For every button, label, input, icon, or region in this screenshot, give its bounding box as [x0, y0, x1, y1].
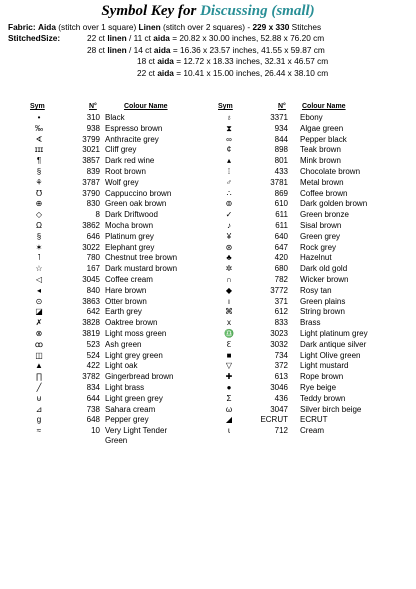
stitch-symbol: ◁ — [35, 275, 43, 284]
stitch-symbol: ♎ — [224, 329, 234, 338]
colour-name: Light brass — [105, 383, 145, 392]
colour-name: Rye beige — [300, 383, 337, 392]
colour-name: Sahara cream — [105, 404, 156, 414]
stitch-symbol: ‰ — [35, 123, 43, 133]
stitch-symbol: ¢ — [226, 145, 232, 155]
colour-name: Pepper black — [300, 134, 347, 144]
thread-number: 612 — [274, 307, 288, 317]
stitch-symbol: ∏ — [35, 372, 43, 382]
size-b1: linen — [107, 44, 127, 55]
fabric-label: Fabric: — [8, 22, 36, 32]
table-row — [0, 382, 416, 393]
stitch-symbol: ⁞ — [227, 167, 231, 176]
colour-name: Teak brown — [300, 145, 341, 155]
colour-name: Brass — [300, 318, 321, 328]
colour-name: Dark red wine — [105, 156, 155, 166]
table-row — [0, 306, 416, 317]
stitch-symbol: ɪɪɪ — [34, 145, 44, 155]
table-row — [0, 404, 416, 415]
colour-name: Anthracite grey — [105, 134, 159, 144]
fabric-line — [8, 22, 321, 32]
thread-number: 3787 — [82, 177, 100, 187]
colour-name: Green bronze — [300, 210, 349, 220]
table-row — [0, 155, 416, 166]
stitch-symbol: ⊛ — [225, 242, 233, 252]
colour-name-continued: Green — [105, 436, 128, 446]
stitch-symbol: ◆ — [225, 285, 233, 295]
thread-number: 3782 — [82, 372, 100, 382]
thread-number: 640 — [274, 231, 288, 241]
stitch-symbol: ∞ — [226, 134, 232, 144]
thread-number: 3790 — [82, 188, 100, 198]
stitch-symbol: ⊍ — [36, 393, 42, 403]
stitch-symbol: ⊙ — [35, 296, 43, 306]
size-mid: 18 ct — [137, 56, 155, 66]
table-row — [0, 188, 416, 199]
table-row — [0, 360, 416, 371]
thread-number: 3371 — [270, 113, 288, 122]
colour-name: Mink brown — [300, 156, 341, 166]
colour-name: Light grey green — [105, 350, 163, 360]
stitch-symbol: ✗ — [35, 318, 43, 328]
thread-number: 167 — [86, 264, 100, 274]
colour-name: Metal brown — [300, 177, 344, 187]
thread-number: 3022 — [82, 242, 100, 252]
thread-number: 3045 — [82, 275, 100, 284]
stitched-size-label: StitchedSize: — [8, 33, 61, 43]
size-mid: 22 ct — [137, 67, 155, 78]
thread-number: 610 — [274, 199, 288, 209]
size-b2: aida — [157, 56, 174, 66]
thread-number: 644 — [86, 393, 100, 403]
stitch-symbol: ⊚ — [225, 199, 233, 209]
table-row — [0, 274, 416, 285]
thread-number: 3819 — [82, 329, 100, 338]
colour-name: Root brown — [105, 167, 146, 176]
thread-number: 646 — [86, 231, 100, 241]
table-row — [0, 285, 416, 296]
stitch-symbol: ● — [226, 383, 232, 392]
table-row — [0, 328, 416, 339]
header-sym-left: Sym — [30, 103, 45, 110]
thread-number: 869 — [274, 188, 288, 198]
stitch-symbol: ♁ — [226, 113, 232, 122]
colour-name: Silver birch beige — [300, 404, 362, 414]
colour-name: Dark mustard brown — [105, 264, 178, 274]
thread-number: 830 — [86, 199, 100, 209]
colour-name: Chestnut tree brown — [105, 253, 178, 263]
thread-number: 3799 — [82, 134, 100, 144]
colour-name: Oaktree brown — [105, 318, 158, 328]
colour-name: Green plains — [300, 296, 346, 306]
colour-name: Chocolate brown — [300, 167, 361, 176]
stitch-symbol: ■ — [226, 350, 232, 360]
colour-name: Dark old gold — [300, 264, 348, 274]
stitch-symbol: x — [227, 318, 231, 328]
thread-number: 642 — [86, 307, 100, 317]
thread-number: 371 — [274, 296, 288, 306]
size-b2: aida — [153, 33, 170, 43]
thread-number: 839 — [86, 167, 100, 176]
size-b1: linen — [107, 33, 127, 43]
thread-number: 648 — [86, 415, 100, 425]
table-row — [0, 252, 416, 263]
table-row — [0, 393, 416, 404]
stitch-symbol: ✓ — [225, 210, 233, 220]
thread-number: 524 — [86, 350, 100, 360]
thread-number: 3046 — [270, 383, 288, 392]
colour-name: Wolf grey — [105, 177, 139, 187]
stitch-symbol: ╱ — [36, 383, 42, 392]
colour-name: Light moss green — [105, 329, 167, 338]
colour-name: Coffee brown — [300, 188, 348, 198]
stitch-symbol: ⌘ — [225, 307, 233, 317]
thread-number: 738 — [86, 404, 100, 414]
thread-number: 934 — [274, 123, 288, 133]
stitch-symbol: ꝏ — [34, 339, 44, 349]
stitched-size-line — [87, 45, 325, 55]
fabric-aida: Aida — [37, 22, 56, 32]
thread-number: 523 — [86, 339, 100, 349]
stitch-symbol: ✶ — [35, 242, 43, 252]
thread-number: 782 — [274, 275, 288, 284]
stitch-count: 229 x 330 — [252, 22, 290, 32]
thread-number: 10 — [91, 426, 100, 436]
size-rest: = 12.72 x 18.33 inches, 32.31 x 46.57 cm — [176, 56, 329, 66]
colour-name: Rope brown — [300, 372, 344, 382]
colour-name: Algae green — [300, 123, 344, 133]
thread-number: 8 — [95, 210, 100, 220]
stitch-symbol: ⊕ — [35, 199, 43, 209]
size-rest: = 10.41 x 15.00 inches, 26.44 x 38.10 cm — [176, 67, 329, 78]
thread-number: 420 — [274, 253, 288, 263]
colour-name: Cream — [300, 426, 325, 436]
stitched-size-line — [137, 56, 328, 66]
stitch-symbol: ω — [225, 404, 233, 414]
table-row — [0, 296, 416, 307]
colour-name: Espresso brown — [105, 123, 163, 133]
stitched-size-line — [137, 68, 328, 78]
thread-number: 3023 — [270, 329, 288, 338]
stitched-size-line — [87, 33, 324, 43]
stitch-symbol: g — [36, 415, 42, 425]
stitch-symbol: ⧗ — [226, 123, 232, 133]
page-title — [0, 3, 416, 20]
stitch-symbol: § — [36, 167, 42, 176]
size-b2: aida — [157, 67, 174, 78]
thread-number: 310 — [86, 113, 100, 122]
size-pre: 28 ct — [87, 44, 105, 55]
size-b2: aida — [153, 44, 171, 55]
colour-name: Light green grey — [105, 393, 163, 403]
table-row — [0, 339, 416, 350]
thread-number: 3032 — [270, 339, 288, 349]
colour-name: Black — [105, 113, 125, 122]
stitch-symbol: ▴ — [226, 156, 231, 166]
stitch-symbol: Σ — [226, 393, 232, 403]
table-row — [0, 371, 416, 382]
table-row — [0, 317, 416, 328]
table-row — [0, 220, 416, 231]
colour-name: Green grey — [300, 231, 341, 241]
stitch-symbol: ◢ — [225, 415, 233, 425]
colour-name: String brown — [300, 307, 345, 317]
stitch-symbol: ◫ — [35, 350, 43, 360]
stitch-symbol: ♪ — [227, 221, 231, 230]
thread-number: 647 — [274, 242, 288, 252]
thread-number: 611 — [275, 221, 288, 230]
stitch-symbol: Ω — [36, 221, 42, 230]
stitch-symbol: ◪ — [35, 307, 43, 317]
thread-number: 372 — [274, 361, 288, 371]
colour-name: Earth grey — [105, 307, 142, 317]
colour-name: Coffee cream — [105, 275, 153, 284]
stitch-symbol: ⊿ — [35, 404, 43, 414]
table-row — [0, 350, 416, 361]
size-mid: / 11 ct — [129, 33, 151, 43]
stitch-symbol: ▲ — [35, 361, 43, 371]
stitch-symbol: ı — [227, 296, 231, 306]
thread-number: 433 — [274, 167, 288, 176]
colour-name: Sisal brown — [300, 221, 342, 230]
colour-name: Dark Driftwood — [105, 210, 158, 220]
table-row — [0, 425, 416, 436]
size-mid: / 14 ct — [129, 44, 152, 55]
stitch-symbol: ☆ — [35, 264, 43, 274]
title-main: Symbol Key for — [101, 3, 197, 19]
thread-number: 734 — [274, 350, 288, 360]
header-sym-right: Sym — [218, 103, 233, 110]
colour-name: Light oak — [105, 361, 138, 371]
thread-number: 3772 — [270, 285, 288, 295]
stitch-symbol: ∴ — [226, 188, 232, 198]
stitch-symbol: • — [37, 113, 41, 122]
stitch-symbol: ɩ — [228, 426, 230, 436]
stitch-symbol: ♣ — [226, 253, 232, 263]
colour-name: Cappuccino brown — [105, 188, 172, 198]
stitch-symbol: ♂ — [226, 177, 232, 187]
table-row — [0, 414, 416, 425]
stitch-symbol: ˥ — [37, 253, 41, 263]
stitch-symbol: ¥ — [226, 231, 232, 241]
table-row — [0, 177, 416, 188]
thread-number: 833 — [274, 318, 288, 328]
colour-name: Hare brown — [105, 285, 147, 295]
colour-name: Gingerbread brown — [105, 372, 174, 382]
stitch-symbol: ◂ — [36, 285, 41, 295]
colour-name: Hazelnut — [300, 253, 332, 263]
stitch-symbol: ⚘ — [35, 177, 43, 187]
colour-name: Dark antique silver — [300, 339, 367, 349]
thread-number: 938 — [86, 123, 100, 133]
size-rest: = 16.36 x 23.57 inches, 41.55 x 59.87 cm — [172, 44, 325, 55]
stitch-symbol: ✲ — [225, 264, 233, 274]
stitch-symbol: ∩ — [226, 275, 232, 284]
thread-number: 834 — [86, 383, 100, 392]
thread-number: 3781 — [270, 177, 288, 187]
fabric-linen-note: (stitch over 2 squares) - — [162, 22, 251, 32]
colour-name: Light Olive green — [300, 350, 361, 360]
colour-name: Very Light Tender — [105, 426, 168, 436]
colour-name: Wicker brown — [300, 275, 349, 284]
thread-number: 3828 — [82, 318, 100, 328]
colour-name: Rock grey — [300, 242, 337, 252]
stitch-symbol: ℇ — [226, 339, 232, 349]
stitch-symbol: ¶ — [36, 156, 42, 166]
thread-number: 3021 — [82, 145, 100, 155]
fabric-linen: Linen — [138, 22, 161, 32]
table-row — [0, 209, 416, 220]
colour-name: Green oak brown — [105, 199, 167, 209]
stitch-symbol: ⊗ — [35, 329, 43, 338]
colour-name: Teddy brown — [300, 393, 346, 403]
thread-number: 3862 — [82, 221, 100, 230]
table-row — [0, 166, 416, 177]
thread-number: 3863 — [82, 296, 100, 306]
table-row — [0, 112, 416, 123]
stitches-word: Stitches — [291, 22, 322, 32]
stitch-symbol: § — [36, 231, 42, 241]
colour-name: Ash green — [105, 339, 142, 349]
thread-number: 712 — [274, 426, 288, 436]
thread-number: 780 — [86, 253, 100, 263]
size-rest: = 20.82 x 30.00 inches, 52.88 x 76.20 cm — [172, 33, 325, 43]
thread-number: 422 — [86, 361, 100, 371]
colour-name: Light platinum grey — [300, 329, 368, 338]
header-name-right: Colour Name — [302, 103, 346, 110]
pattern-name: Discussing (small) — [200, 3, 315, 19]
header-num-left: N° — [89, 103, 97, 110]
colour-name: Pepper grey — [105, 415, 149, 425]
stitch-symbol: ≈ — [36, 426, 42, 436]
thread-number: 611 — [275, 210, 288, 220]
colour-name: Otter brown — [105, 296, 147, 306]
colour-name: ECRUT — [300, 415, 328, 425]
stitch-symbol: ▽ — [225, 361, 233, 371]
table-row — [0, 123, 416, 134]
thread-number: 3047 — [270, 404, 288, 414]
size-pre: 22 ct — [87, 33, 105, 43]
table-row — [0, 144, 416, 155]
thread-number: 840 — [86, 285, 100, 295]
stitch-symbol: ∢ — [35, 134, 43, 144]
stitch-symbol: ✚ — [225, 372, 233, 382]
thread-number: 844 — [274, 134, 288, 144]
colour-name: Elephant grey — [105, 242, 155, 252]
thread-number: ECRUT — [260, 415, 288, 425]
colour-name: Ebony — [300, 113, 323, 122]
thread-number: 613 — [274, 372, 288, 382]
header-num-right: N° — [278, 103, 286, 110]
colour-name: Platinum grey — [105, 231, 154, 241]
colour-name: Rosy tan — [300, 285, 332, 295]
colour-name: Cliff grey — [105, 145, 137, 155]
thread-number: 898 — [274, 145, 288, 155]
fabric-aida-note: (stitch over 1 square) — [58, 22, 137, 32]
header-name-left: Colour Name — [124, 103, 168, 110]
colour-name: Mocha brown — [105, 221, 154, 230]
table-row — [0, 231, 416, 242]
thread-number: 3857 — [82, 156, 100, 166]
table-row — [0, 242, 416, 253]
table-row — [0, 263, 416, 274]
thread-number: 436 — [274, 393, 288, 403]
stitch-symbol: ℧ — [35, 188, 43, 198]
thread-number: 801 — [274, 156, 288, 166]
stitch-symbol: ◇ — [35, 210, 43, 220]
table-row — [0, 198, 416, 209]
table-row — [0, 134, 416, 145]
thread-number: 680 — [274, 264, 288, 274]
colour-name: Dark golden brown — [300, 199, 368, 209]
colour-name: Light mustard — [300, 361, 349, 371]
